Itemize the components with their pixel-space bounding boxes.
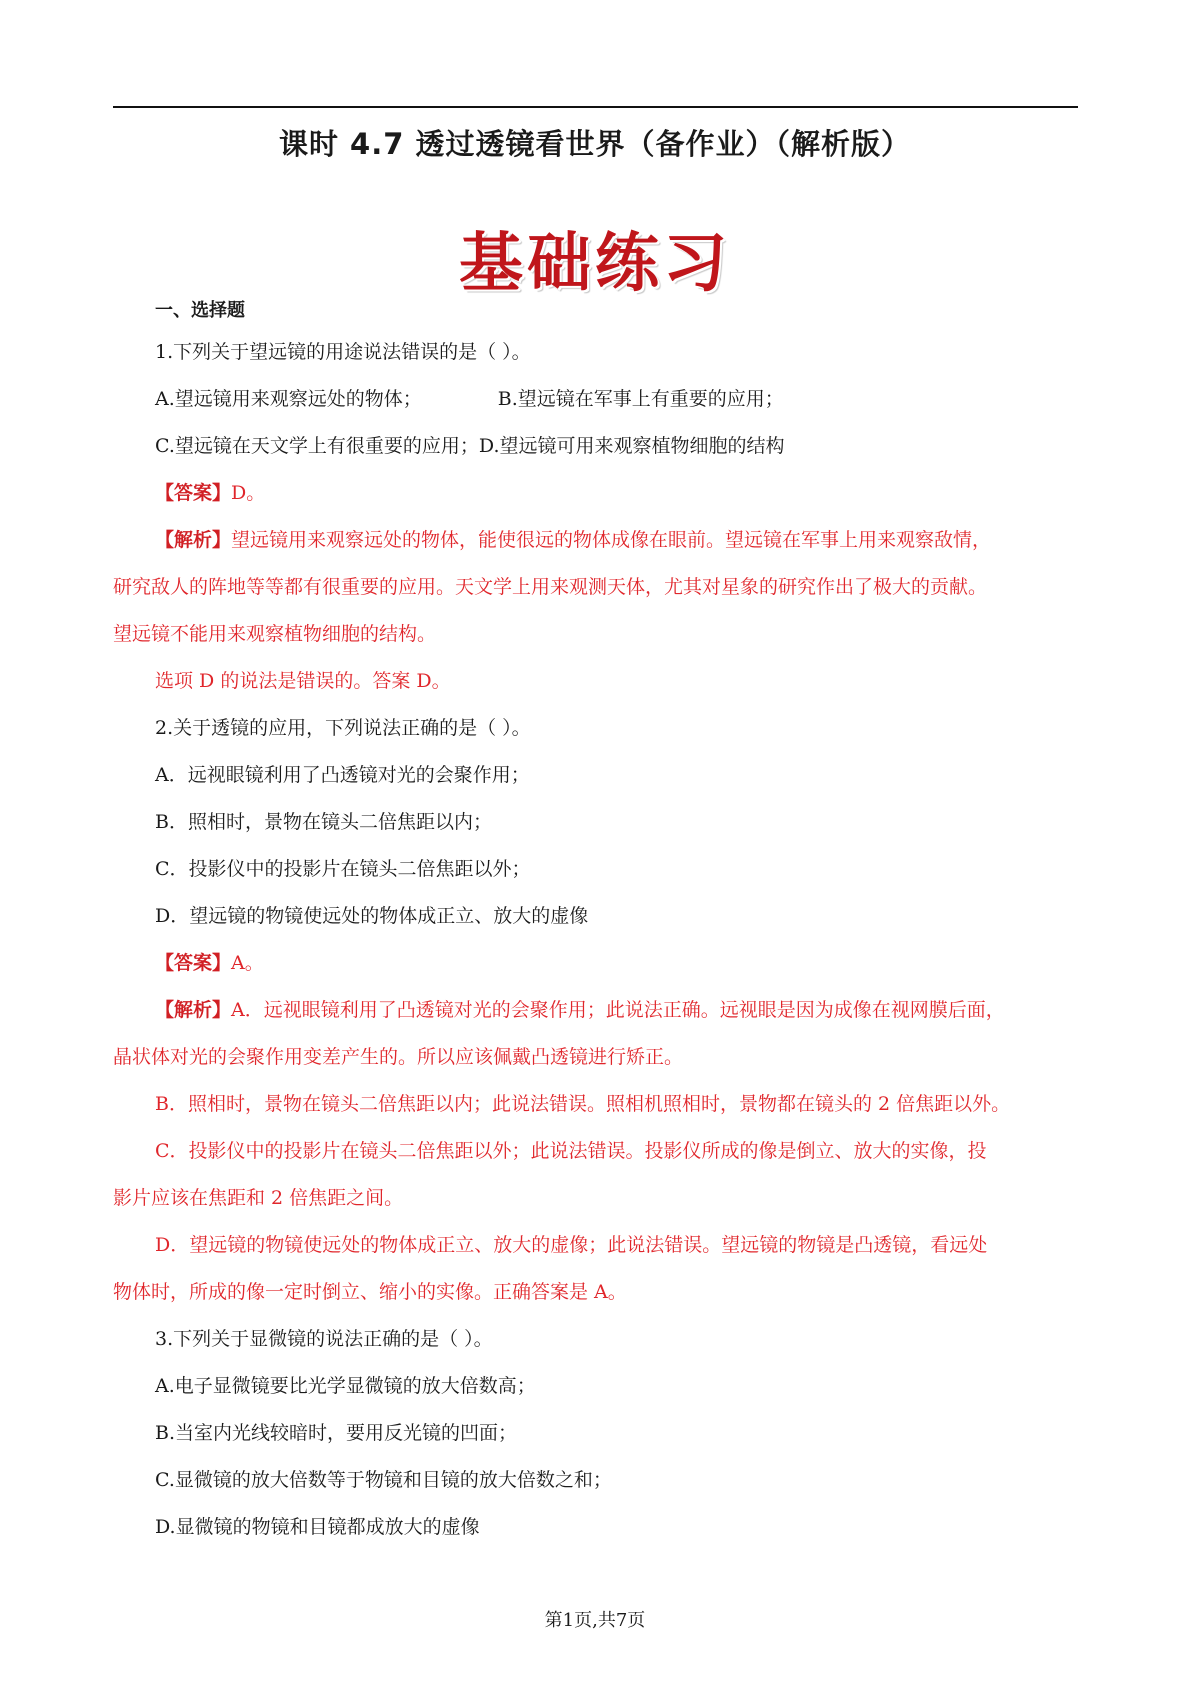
q2-analysis-line: 晶状体对光的会聚作用变差产生的。所以应该佩戴凸透镜进行矫正。 bbox=[113, 1046, 684, 1068]
q1-analysis-line: 望远镜不能用来观察植物细胞的结构。 bbox=[113, 623, 437, 645]
q2-stem: 2.关于透镜的应用，下列说法正确的是（ ）。 bbox=[155, 717, 531, 739]
q2-analysis-line: C．投影仪中的投影片在镜头二倍焦距以外；此说法错误。投影仪所成的像是倒立、放大的实像，投 bbox=[155, 1140, 987, 1162]
document-body bbox=[113, 292, 1078, 1551]
q2-analysis-line: B．照相时，景物在镜头二倍焦距以内；此说法错误。照相机照相时，景物都在镜头的 2 倍焦距以外。 bbox=[155, 1093, 1011, 1115]
q2-option-b: B．照相时，景物在镜头二倍焦距以内； bbox=[155, 811, 492, 833]
q2-analysis-text: A．远视眼镜利用了凸透镜对光的会聚作用；此说法正确。远视眼是因为成像在视网膜后面， bbox=[231, 999, 1005, 1021]
q2-analysis-line: 影片应该在焦距和 2 倍焦距之间。 bbox=[113, 1187, 404, 1209]
q2-option-a: A．远视眼镜利用了凸透镜对光的会聚作用； bbox=[155, 764, 530, 786]
q1-analysis-line: 选项 D 的说法是错误的。答案 D。 bbox=[155, 670, 451, 692]
q2-analysis-line bbox=[113, 987, 1078, 1034]
q3-stem: 3.下列关于显微镜的说法正确的是（ ）。 bbox=[155, 1328, 493, 1350]
page-number: 第1页,共7页 bbox=[544, 1610, 646, 1631]
q1-analysis-text: 望远镜用来观察远处的物体，能使很远的物体成像在眼前。望远镜在军事上用来观察敌情， bbox=[231, 529, 992, 551]
section-heading: 一、选择题 bbox=[155, 300, 245, 321]
q1-analysis-line bbox=[113, 517, 1078, 564]
q2-analysis-line: D．望远镜的物镜使远处的物体成正立、放大的虚像；此说法错误。望远镜的物镜是凸透镜，看远处 bbox=[155, 1234, 988, 1256]
q1-option-c: C.望远镜在天文学上有很重要的应用； bbox=[155, 435, 479, 457]
q2-option-c: C．投影仪中的投影片在镜头二倍焦距以外； bbox=[155, 858, 531, 880]
page-title: 课时 4.7 透过透镜看世界（备作业）（解析版） bbox=[278, 127, 912, 161]
q1-option-d: D.望远镜可用来观察植物细胞的结构 bbox=[478, 435, 785, 457]
q3-option-a: A.电子显微镜要比光学显微镜的放大倍数高； bbox=[155, 1375, 536, 1397]
q1-option-a: A.望远镜用来观察远处的物体； bbox=[155, 388, 422, 410]
q1-answer-value: D。 bbox=[231, 482, 266, 504]
q2-answer-value: A。 bbox=[231, 952, 264, 974]
q2-option-d: D．望远镜的物镜使远处的物体成正立、放大的虚像 bbox=[155, 905, 589, 927]
q3-option-b: B.当室内光线较暗时，要用反光镜的凹面； bbox=[155, 1422, 518, 1444]
q1-analysis-line: 研究敌人的阵地等等都有很重要的应用。天文学上用来观测天体，尤其对星象的研究作出了极大的贡献。 bbox=[113, 576, 988, 598]
q1-option-b: B.望远镜在军事上有重要的应用； bbox=[497, 388, 784, 410]
q1-options-ab bbox=[113, 376, 1078, 423]
q2-analysis-line: 物体时，所成的像一定时倒立、缩小的实像。正确答案是 A。 bbox=[113, 1281, 627, 1303]
q2-answer bbox=[113, 940, 1078, 987]
q1-stem: 1.下列关于望远镜的用途说法错误的是（ ）。 bbox=[155, 341, 531, 363]
q1-options-cd bbox=[113, 423, 1078, 470]
answer-tag: 【答案】 bbox=[155, 482, 232, 504]
q1-answer bbox=[113, 470, 1078, 517]
header-rule bbox=[113, 106, 1078, 108]
q3-option-d: D.显微镜的物镜和目镜都成放大的虚像 bbox=[155, 1516, 480, 1538]
section-banner: 基础练习 bbox=[459, 227, 731, 301]
answer-tag: 【答案】 bbox=[155, 952, 232, 974]
analysis-tag: 【解析】 bbox=[155, 529, 232, 551]
analysis-tag: 【解析】 bbox=[155, 999, 232, 1021]
q3-option-c: C.显微镜的放大倍数等于物镜和目镜的放大倍数之和； bbox=[155, 1469, 612, 1491]
